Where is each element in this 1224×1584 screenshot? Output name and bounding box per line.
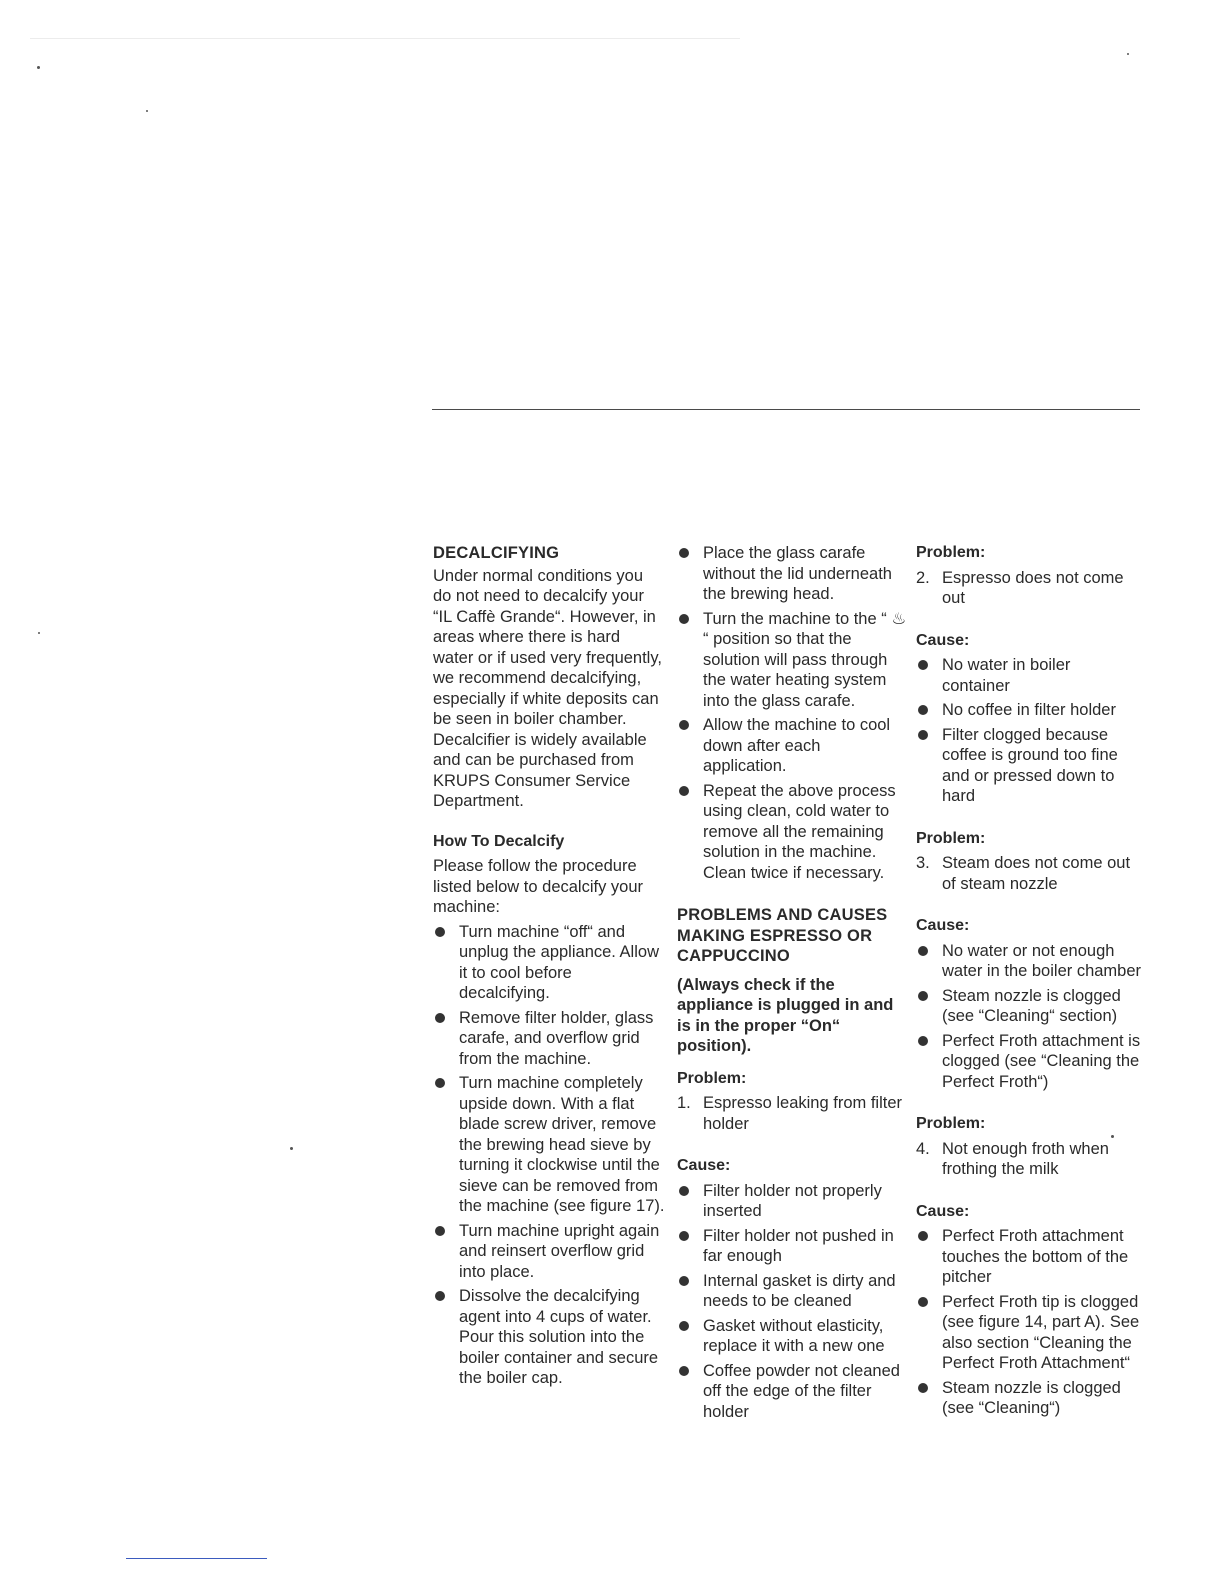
list-item: Turn machine completely upside down. With a flat blade screw driver, remove the brewing head sieve by turning it clockwise until the sieve can be removed from the machine (see figure 17). bbox=[433, 1073, 665, 1217]
problems-heading: PROBLEMS AND CAUSES MAKING ESPRESSO OR CAPPUCCINO bbox=[677, 906, 888, 965]
causes-list bbox=[916, 655, 1142, 807]
list-item: Dissolve the decalcifying agent into 4 cups of water. Pour this solution into the boiler container and secure the boiler cap. bbox=[433, 1286, 665, 1389]
list-item: No water in boiler container bbox=[916, 655, 1142, 696]
section-divider bbox=[432, 409, 1140, 410]
scan-speck bbox=[38, 632, 40, 634]
problem-label: Problem: bbox=[916, 1115, 986, 1132]
list-item: Filter clogged because coffee is ground too fine and or pressed down to hard bbox=[916, 725, 1142, 807]
problem-4 bbox=[916, 1139, 1142, 1180]
problem-text: Not enough froth when frothing the milk bbox=[942, 1139, 1109, 1178]
list-item: Place the glass carafe without the lid underneath the brewing head. bbox=[677, 543, 907, 605]
causes-list bbox=[916, 1226, 1142, 1419]
list-item: Steam nozzle is clogged (see “Cleaning“) bbox=[916, 1378, 1142, 1419]
cause-label: Cause: bbox=[677, 1157, 731, 1174]
scan-speck bbox=[37, 66, 40, 69]
scan-edge-line bbox=[30, 38, 740, 39]
list-item: Turn machine “off“ and unplug the appliance. Allow it to cool before decalcifying. bbox=[433, 922, 665, 1004]
problem-text: Espresso does not come out bbox=[942, 568, 1124, 607]
list-item: Repeat the above process using clean, cold water to remove all the remaining solution in the machine. Clean twice if necessary. bbox=[677, 781, 907, 884]
list-item: Perfect Froth tip is clogged (see figure 14, part A). See also section “Cleaning the Perfect Froth Attachment“ bbox=[916, 1292, 1142, 1374]
causes-list bbox=[677, 1181, 907, 1423]
causes-list bbox=[916, 941, 1142, 1093]
problem-text: Steam does not come out of steam nozzle bbox=[942, 854, 1131, 893]
decalcifying-heading: DECALCIFYING bbox=[433, 544, 560, 562]
how-to-intro: Please follow the procedure listed below to decalcify your machine: bbox=[433, 857, 644, 916]
column-problems bbox=[677, 543, 907, 1426]
problem-1 bbox=[677, 1093, 907, 1134]
problem-number: 2. bbox=[916, 568, 930, 587]
scan-speck bbox=[146, 110, 148, 112]
list-item: Internal gasket is dirty and needs to be cleaned bbox=[677, 1271, 907, 1312]
column-problems-continued bbox=[916, 543, 1142, 1423]
list-item: Coffee powder not cleaned off the edge of the filter holder bbox=[677, 1361, 907, 1423]
problem-number: 1. bbox=[677, 1094, 691, 1112]
cause-label: Cause: bbox=[916, 917, 970, 934]
problem-3 bbox=[916, 853, 1142, 894]
bottom-underline bbox=[126, 1558, 267, 1559]
list-item: Steam nozzle is clogged (see “Cleaning“ section) bbox=[916, 986, 1142, 1027]
list-item: Turn machine upright again and reinsert overflow grid into place. bbox=[433, 1221, 665, 1283]
decalcify-steps-continued bbox=[677, 543, 907, 883]
list-item: Perfect Froth attachment is clogged (see “Cleaning the Perfect Froth“) bbox=[916, 1031, 1142, 1093]
list-item: Turn the machine to the “ ♨ “ position so that the solution will pass through the water heating system into the glass carafe. bbox=[677, 609, 907, 712]
power-check-note: (Always check if the appliance is plugged in and is in the proper “On“ position). bbox=[677, 975, 894, 1055]
list-item: Filter holder not properly inserted bbox=[677, 1181, 907, 1222]
problem-number: 4. bbox=[916, 1139, 930, 1158]
problem-label: Problem: bbox=[677, 1069, 747, 1087]
decalcify-steps-list bbox=[433, 922, 665, 1389]
problem-2 bbox=[916, 568, 1142, 609]
problem-label: Problem: bbox=[916, 544, 986, 561]
list-item: No coffee in filter holder bbox=[916, 700, 1142, 721]
list-item: Filter holder not pushed in far enough bbox=[677, 1226, 907, 1267]
list-item: No water or not enough water in the boiler chamber bbox=[916, 941, 1142, 982]
scan-speck bbox=[1127, 53, 1129, 55]
cause-label: Cause: bbox=[916, 631, 970, 649]
list-item: Allow the machine to cool down after each application. bbox=[677, 715, 907, 777]
how-to-decalcify-heading: How To Decalcify bbox=[433, 832, 565, 850]
decalcifying-intro: Under normal conditions you do not need to decalcify your “IL Caffè Grande“. However, in areas where there is hard water or if used very frequently, we recommend decalcifying, especially if white deposits can be seen in boiler chamber. Decalcifier is widely available and can be purchased from KRUPS Consumer Service Department. bbox=[433, 566, 662, 810]
problem-number: 3. bbox=[916, 854, 930, 872]
list-item: Gasket without elasticity, replace it with a new one bbox=[677, 1316, 907, 1357]
problem-label: Problem: bbox=[916, 829, 986, 847]
list-item: Perfect Froth attachment touches the bottom of the pitcher bbox=[916, 1226, 1142, 1288]
cause-label: Cause: bbox=[916, 1202, 970, 1220]
column-decalcifying bbox=[433, 543, 665, 1393]
scan-speck bbox=[290, 1147, 293, 1150]
problem-text: Espresso leaking from filter holder bbox=[703, 1094, 902, 1133]
list-item: Remove filter holder, glass carafe, and overflow grid from the machine. bbox=[433, 1008, 665, 1070]
